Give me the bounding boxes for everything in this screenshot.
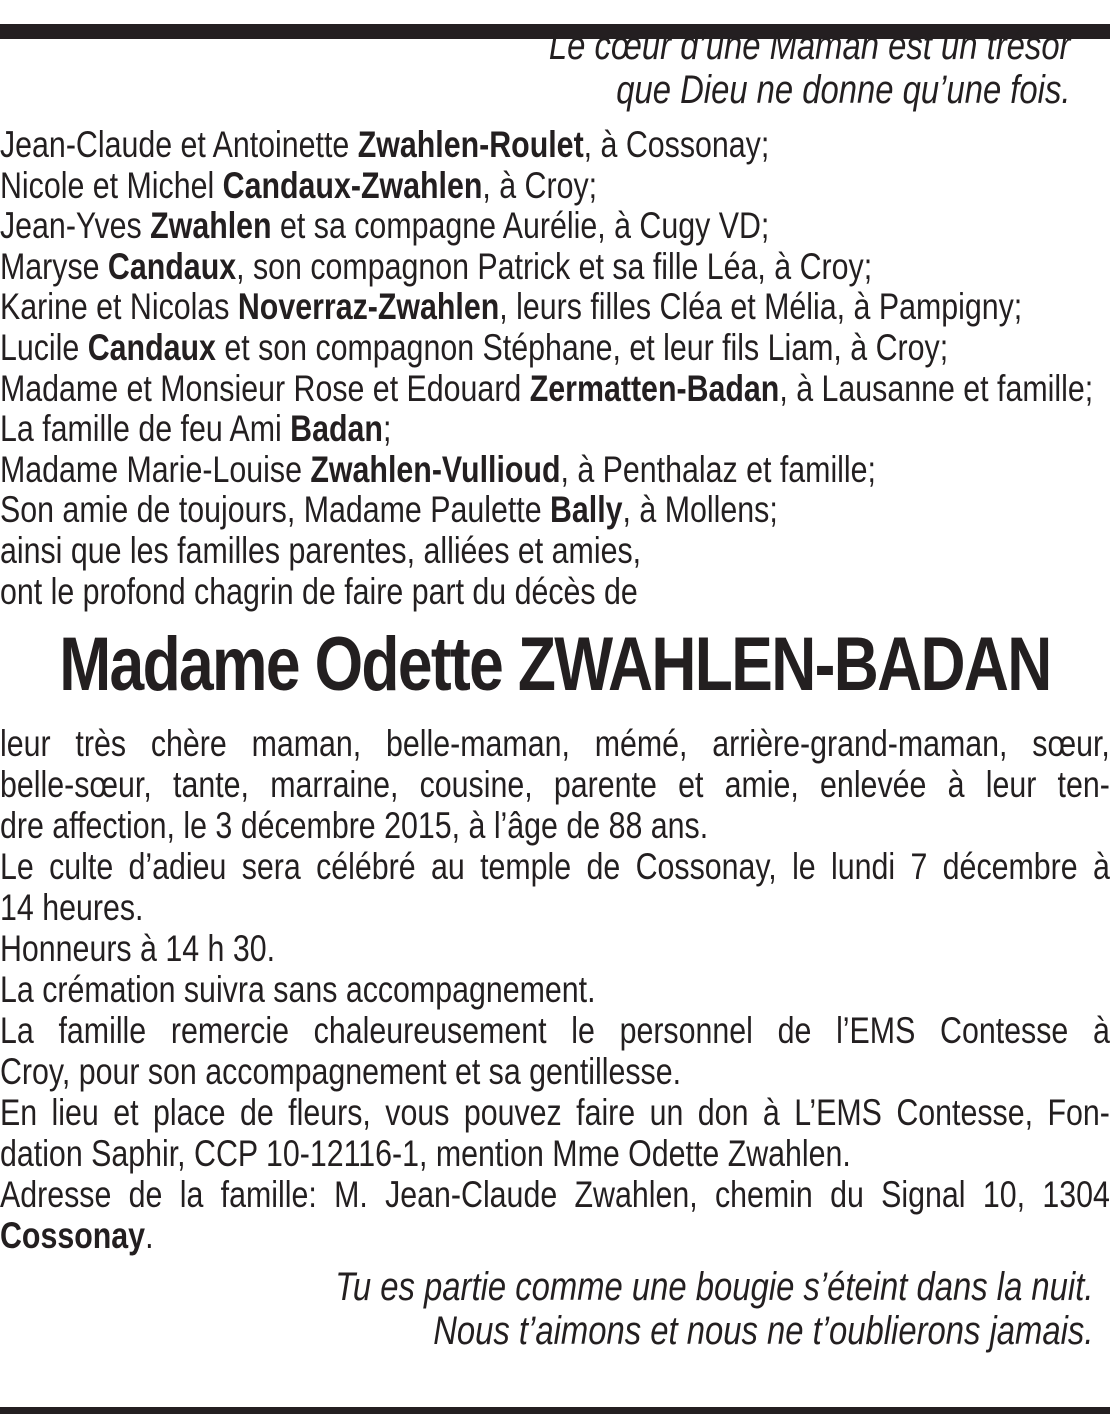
closing-epigraph [0, 1265, 1110, 1353]
family-line [0, 409, 1110, 450]
epigraph-line: Le cœur d’une Maman est un trésor [548, 24, 1071, 68]
family-line-text: ont le profond chagrin de faire part du décès de [0, 570, 638, 612]
family-line-text: La famille de feu Ami [0, 408, 291, 450]
family-name: Noverraz-Zwahlen [237, 286, 500, 328]
family-line-text: Son amie de toujours, Madame Paulette [0, 489, 551, 531]
body-line: La famille remercie chaleureusement le personnel de l’EMS Contesse à [0, 1010, 1110, 1052]
family-name: Candaux [87, 326, 216, 368]
opening-epigraph [0, 24, 1110, 112]
family-name: Candaux [107, 245, 237, 287]
family-line-text: , à Croy; [482, 164, 598, 206]
family-name: Badan [290, 408, 383, 450]
family-name: Candaux-Zwahlen [222, 164, 483, 206]
family-line [0, 125, 1110, 166]
death-notice [0, 24, 1110, 1353]
family-line [0, 166, 1110, 207]
family-line-text: , à Mollens; [622, 489, 778, 531]
body-line: belle-sœur, tante, marraine, cousine, parente et amie, enlevée à leur ten- [0, 764, 1110, 806]
bottom-rule-bar [0, 1407, 1110, 1414]
family-line [0, 531, 1110, 572]
notice-body [0, 723, 1110, 1256]
family-line [0, 287, 1110, 328]
family-line-text: Jean-Claude et Antoinette [0, 124, 358, 165]
family-name: Zwahlen-Vullioud [310, 448, 561, 490]
family-line [0, 247, 1110, 288]
family-town-bold: Cossonay [0, 1215, 146, 1257]
body-line: Adresse de la famille: M. Jean-Claude Zwahlen, chemin du Signal 10, 1304 [0, 1174, 1110, 1216]
body-line: 14 heures. [0, 887, 144, 929]
body-line: Honneurs à 14 h 30. [0, 928, 276, 970]
family-line [0, 369, 1110, 410]
family-line-text: et son compagnon Stéphane, et leur fils Liam, à Croy; [215, 326, 949, 368]
family-name: Zwahlen [150, 205, 272, 247]
family-line-text: ; [382, 408, 392, 450]
family-line-text: , leurs filles Cléa et Mélia, à Pampigny; [499, 286, 1023, 328]
body-line [0, 1215, 1110, 1256]
family-line [0, 206, 1110, 247]
deceased-name-title: Madame Odette ZWAHLEN-BADAN [59, 622, 1051, 708]
family-line-text: , à Penthalaz et famille; [560, 448, 876, 490]
family-line-text: et sa compagne Aurélie, à Cugy VD; [271, 205, 770, 247]
body-line-text: . [145, 1215, 154, 1257]
family-line [0, 328, 1110, 369]
family-line-text: Jean-Yves [0, 205, 151, 247]
family-list [0, 125, 1110, 612]
body-line: Le culte d’adieu sera célébré au temple de Cossonay, le lundi 7 décembre à [0, 846, 1110, 888]
family-line-text: Maryse [0, 245, 108, 287]
family-line-text: Madame Marie-Louise [0, 448, 311, 490]
body-line: Croy, pour son accompagnement et sa gentillesse. [0, 1051, 682, 1093]
family-line-text: Nicole et Michel [0, 164, 223, 206]
body-line: La crémation suivra sans accompagnement. [0, 969, 596, 1011]
family-line-text: Karine et Nicolas [0, 286, 238, 328]
epigraph-line: Nous t’aimons et nous ne t’oublierons jamais. [433, 1309, 1094, 1354]
family-line-text: Lucile [0, 326, 88, 368]
body-line: En lieu et place de fleurs, vous pouvez faire un don à L’EMS Contesse, Fon- [0, 1092, 1110, 1134]
family-name: Zermatten-Badan [529, 367, 780, 409]
body-line: dation Saphir, CCP 10-12116-1, mention Mme Odette Zwahlen. [0, 1133, 851, 1175]
epigraph-line: Tu es partie comme une bougie s’éteint dans la nuit. [335, 1265, 1094, 1310]
family-line [0, 490, 1110, 531]
family-line-text: , à Lausanne et famille; [779, 367, 1094, 409]
epigraph-line: que Dieu ne donne qu’une fois. [616, 68, 1071, 112]
family-line-text: , à Cossonay; [583, 124, 770, 165]
family-line-text: ainsi que les familles parentes, alliées et amies, [0, 529, 642, 571]
body-line: leur très chère maman, belle-maman, mémé, arrière-grand-maman, sœur, [0, 723, 1110, 765]
family-line [0, 572, 1110, 613]
family-line-text: , son compagnon Patrick et sa fille Léa, à Croy; [236, 245, 873, 287]
family-name: Zwahlen-Roulet [357, 124, 584, 165]
body-line: dre affection, le 3 décembre 2015, à l’âge de 88 ans. [0, 805, 709, 847]
family-name: Bally [550, 489, 623, 531]
family-line-text: Madame et Monsieur Rose et Edouard [0, 367, 530, 409]
family-line [0, 450, 1110, 491]
